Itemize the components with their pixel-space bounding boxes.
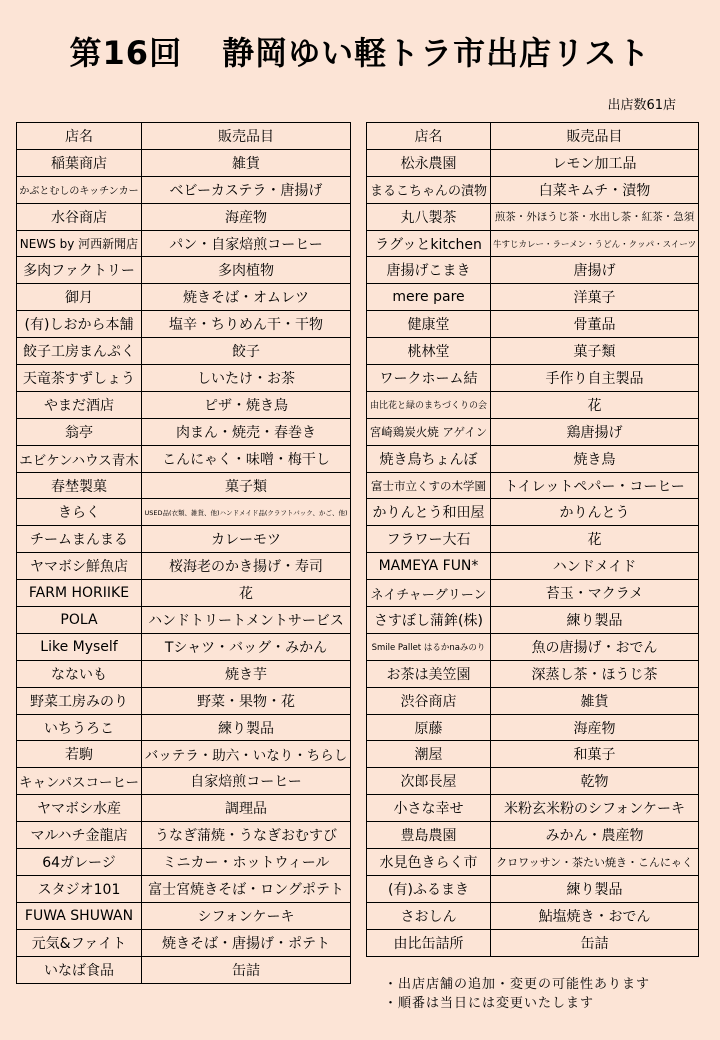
store-name: 64ガレージ <box>17 849 142 876</box>
table-row <box>17 284 351 311</box>
store-name: FARM HORIIKE <box>17 580 142 607</box>
store-name: 稲葉商店 <box>17 149 142 176</box>
store-product: ピザ・焼き鳥 <box>142 391 351 418</box>
store-product: ハンドトリートメントサービス <box>142 607 351 634</box>
store-name: POLA <box>17 607 142 634</box>
table-row <box>17 956 351 983</box>
table-row <box>17 929 351 956</box>
table-row <box>367 418 699 445</box>
store-name: 丸八製茶 <box>367 203 491 230</box>
table-row <box>367 553 699 580</box>
store-product: 肉まん・焼売・春巻き <box>142 418 351 445</box>
title-edition: 第16回 <box>69 34 183 72</box>
table-row <box>367 633 699 660</box>
table-row <box>367 149 699 176</box>
store-product: 菓子類 <box>142 472 351 499</box>
store-name: 豊島農園 <box>367 822 491 849</box>
store-name: Like Myself <box>17 633 142 660</box>
store-name: まるこちゃんの漬物 <box>367 176 491 203</box>
store-name: さおしん <box>367 902 491 929</box>
store-product: クロワッサン・茶たい焼き・こんにゃく <box>491 849 699 876</box>
store-name: 宮崎鶏炭火焼 アゲイン <box>367 418 491 445</box>
store-count: 出店数61店 <box>607 98 676 113</box>
store-product: 焼きそば・オムレツ <box>142 284 351 311</box>
table-row <box>367 822 699 849</box>
store-product: 洋菓子 <box>491 284 699 311</box>
store-name: (有)ふるまき <box>367 875 491 902</box>
store-product: 和菓子 <box>491 741 699 768</box>
notes <box>384 975 650 1013</box>
table-row <box>17 445 351 472</box>
store-product: 調理品 <box>142 795 351 822</box>
note-line: ・順番は当日には変更いたします <box>384 996 595 1011</box>
note-line: ・出店店舗の追加・変更の可能性あります <box>384 977 651 992</box>
store-product: シフォンケーキ <box>142 902 351 929</box>
table-row <box>367 607 699 634</box>
store-product: 富士宮焼きそば・ロングポテト <box>142 875 351 902</box>
store-product: 菓子類 <box>491 338 699 365</box>
store-name: MAMEYA FUN* <box>367 553 491 580</box>
store-product: USED品(衣類、雑貨、他)ハンドメイド品(クラフトバック、かご、他) <box>142 499 351 526</box>
store-product: 雑貨 <box>491 687 699 714</box>
store-name: 天竜茶すずしょう <box>17 365 142 392</box>
table-row <box>17 472 351 499</box>
store-name: 多肉ファクトリー <box>17 257 142 284</box>
table-row <box>367 445 699 472</box>
store-product: 米粉玄米粉のシフォンケーキ <box>491 795 699 822</box>
store-product: 焼き芋 <box>142 660 351 687</box>
table-row <box>367 902 699 929</box>
store-product: 桜海老のかき揚げ・寿司 <box>142 553 351 580</box>
store-name: 桃林堂 <box>367 338 491 365</box>
store-name: エビケンハウス青木 <box>17 445 142 472</box>
table-row <box>17 257 351 284</box>
store-product: 練り製品 <box>142 714 351 741</box>
table-row <box>367 849 699 876</box>
table-row <box>17 607 351 634</box>
store-product: ミニカー・ホットウィール <box>142 849 351 876</box>
store-product: しいたけ・お茶 <box>142 365 351 392</box>
table-row <box>17 176 351 203</box>
table-row <box>367 741 699 768</box>
store-product: 花 <box>491 526 699 553</box>
table-row <box>17 149 351 176</box>
store-product: 鮎塩焼き・おでん <box>491 902 699 929</box>
table-row <box>367 365 699 392</box>
table-row <box>367 526 699 553</box>
store-name: NEWS by 河西新聞店 <box>17 230 142 257</box>
table-row <box>367 230 699 257</box>
table-row <box>17 418 351 445</box>
store-product: 塩辛・ちりめん干・干物 <box>142 311 351 338</box>
store-name: ネイチャーグリーン <box>367 580 491 607</box>
store-product: 焼きそば・唐揚げ・ポテト <box>142 929 351 956</box>
store-name: mere pare <box>367 284 491 311</box>
store-name: 松永農園 <box>367 149 491 176</box>
table-row <box>367 687 699 714</box>
store-name: キャンパスコーヒー <box>17 768 142 795</box>
store-name: 由比缶詰所 <box>367 929 491 956</box>
store-product: レモン加工品 <box>491 149 699 176</box>
store-product: 缶詰 <box>491 929 699 956</box>
table-row <box>367 391 699 418</box>
store-product: 煎茶・外ほうじ茶・水出し茶・紅茶・急須 <box>491 203 699 230</box>
store-name: やまだ酒店 <box>17 391 142 418</box>
store-product: うなぎ蒲焼・うなぎおむすび <box>142 822 351 849</box>
store-name: ヤマボシ鮮魚店 <box>17 553 142 580</box>
header-product: 販売品目 <box>491 123 699 150</box>
table-row <box>17 338 351 365</box>
store-name: 次郎長屋 <box>367 768 491 795</box>
store-name: 唐揚げこまき <box>367 257 491 284</box>
store-product: 自家焙煎コーヒー <box>142 768 351 795</box>
table-row <box>17 580 351 607</box>
store-product: 野菜・果物・花 <box>142 687 351 714</box>
table-row <box>17 875 351 902</box>
store-name: FUWA SHUWAN <box>17 902 142 929</box>
store-product: 手作り自主製品 <box>491 365 699 392</box>
table-row <box>17 230 351 257</box>
store-product: 花 <box>142 580 351 607</box>
store-name: きらく <box>17 499 142 526</box>
store-product: 乾物 <box>491 768 699 795</box>
table-row <box>367 875 699 902</box>
store-product: 苔玉・マクラメ <box>491 580 699 607</box>
store-name: 春埜製菓 <box>17 472 142 499</box>
store-name: ヤマボシ水産 <box>17 795 142 822</box>
table-row <box>367 176 699 203</box>
store-product: 海産物 <box>142 203 351 230</box>
store-name: かりんとう和田屋 <box>367 499 491 526</box>
store-name: 野菜工房みのり <box>17 687 142 714</box>
store-name: いなば食品 <box>17 956 142 983</box>
table-row <box>17 633 351 660</box>
title-event: 静岡ゆい軽トラ市出店リスト <box>222 34 651 72</box>
table-row <box>17 714 351 741</box>
store-product: 練り製品 <box>491 607 699 634</box>
store-product: かりんとう <box>491 499 699 526</box>
table-row <box>17 741 351 768</box>
store-name: 水見色きらく市 <box>367 849 491 876</box>
header-name: 店名 <box>367 123 491 150</box>
store-name: スタジオ101 <box>17 875 142 902</box>
store-name: 御月 <box>17 284 142 311</box>
table-row <box>17 553 351 580</box>
store-name: お茶は美笠園 <box>367 660 491 687</box>
store-name: かぶとむしのキッチンカー <box>17 176 142 203</box>
table-row <box>17 822 351 849</box>
store-name: 潮屋 <box>367 741 491 768</box>
table-row <box>367 768 699 795</box>
store-product: 練り製品 <box>491 875 699 902</box>
store-product: 多肉植物 <box>142 257 351 284</box>
store-product: 牛すじカレー・ラーメン・うどん・クッパ・スイーツ <box>491 230 699 257</box>
store-name: 健康堂 <box>367 311 491 338</box>
table-row <box>17 203 351 230</box>
store-product: カレーモツ <box>142 526 351 553</box>
table-row <box>367 472 699 499</box>
store-name: 若駒 <box>17 741 142 768</box>
table-row <box>367 257 699 284</box>
table-row <box>17 660 351 687</box>
table-row <box>17 526 351 553</box>
table-row <box>17 687 351 714</box>
table-row <box>367 338 699 365</box>
table-row <box>367 311 699 338</box>
store-name: さすぼし蒲鉾(株) <box>367 607 491 634</box>
store-name: 餃子工房まんぷく <box>17 338 142 365</box>
store-name: なないも <box>17 660 142 687</box>
store-name: フラワー大石 <box>367 526 491 553</box>
store-table-right <box>366 122 699 957</box>
store-product: みかん・農産物 <box>491 822 699 849</box>
store-product: 深蒸し茶・ほうじ茶 <box>491 660 699 687</box>
table-row <box>17 311 351 338</box>
store-name: チームまんまる <box>17 526 142 553</box>
store-name: 原藤 <box>367 714 491 741</box>
header-name: 店名 <box>17 123 142 150</box>
store-product: バッテラ・助六・いなり・ちらし <box>142 741 351 768</box>
store-product: 缶詰 <box>142 956 351 983</box>
store-name: (有)しおから本舗 <box>17 311 142 338</box>
table-header-row <box>17 123 351 150</box>
table-row <box>17 499 351 526</box>
store-name: 焼き鳥ちょんぼ <box>367 445 491 472</box>
store-name: 富士市立くすの木学園 <box>367 472 491 499</box>
store-name: 小さな幸せ <box>367 795 491 822</box>
store-product: 焼き鳥 <box>491 445 699 472</box>
store-table-left <box>16 122 351 984</box>
table-row <box>17 391 351 418</box>
store-name: 元気&ファイト <box>17 929 142 956</box>
store-product: 鶏唐揚げ <box>491 418 699 445</box>
store-product: トイレットペパー・コーヒー <box>491 472 699 499</box>
page-title <box>0 28 720 74</box>
store-product: 海産物 <box>491 714 699 741</box>
store-product: ベビーカステラ・唐揚げ <box>142 176 351 203</box>
table-row <box>367 795 699 822</box>
store-product: 花 <box>491 391 699 418</box>
store-product: 唐揚げ <box>491 257 699 284</box>
store-product: 魚の唐揚げ・おでん <box>491 633 699 660</box>
store-name: いちうろこ <box>17 714 142 741</box>
store-name: 水谷商店 <box>17 203 142 230</box>
table-row <box>17 849 351 876</box>
store-product: 白菜キムチ・漬物 <box>491 176 699 203</box>
store-product: Tシャツ・バッグ・みかん <box>142 633 351 660</box>
store-product: 骨董品 <box>491 311 699 338</box>
table-row <box>367 580 699 607</box>
store-name: マルハチ金龍店 <box>17 822 142 849</box>
store-name: 渋谷商店 <box>367 687 491 714</box>
table-row <box>17 902 351 929</box>
table-row <box>17 768 351 795</box>
store-name: ラグッとkitchen <box>367 230 491 257</box>
store-product: 雑貨 <box>142 149 351 176</box>
store-name: ワークホーム結 <box>367 365 491 392</box>
table-row <box>367 203 699 230</box>
table-row <box>367 284 699 311</box>
store-name: Smile Pallet はるかnaみのり <box>367 633 491 660</box>
store-product: こんにゃく・味噌・梅干し <box>142 445 351 472</box>
table-row <box>367 660 699 687</box>
store-product: ハンドメイド <box>491 553 699 580</box>
table-row <box>367 714 699 741</box>
table-row <box>367 929 699 956</box>
store-product: 餃子 <box>142 338 351 365</box>
table-row <box>367 499 699 526</box>
table-row <box>17 365 351 392</box>
header-product: 販売品目 <box>142 123 351 150</box>
table-header-row <box>367 123 699 150</box>
store-product: パン・自家焙煎コーヒー <box>142 230 351 257</box>
table-row <box>17 795 351 822</box>
store-name: 由比花と緑のまちづくりの会 <box>367 391 491 418</box>
store-name: 翁亭 <box>17 418 142 445</box>
